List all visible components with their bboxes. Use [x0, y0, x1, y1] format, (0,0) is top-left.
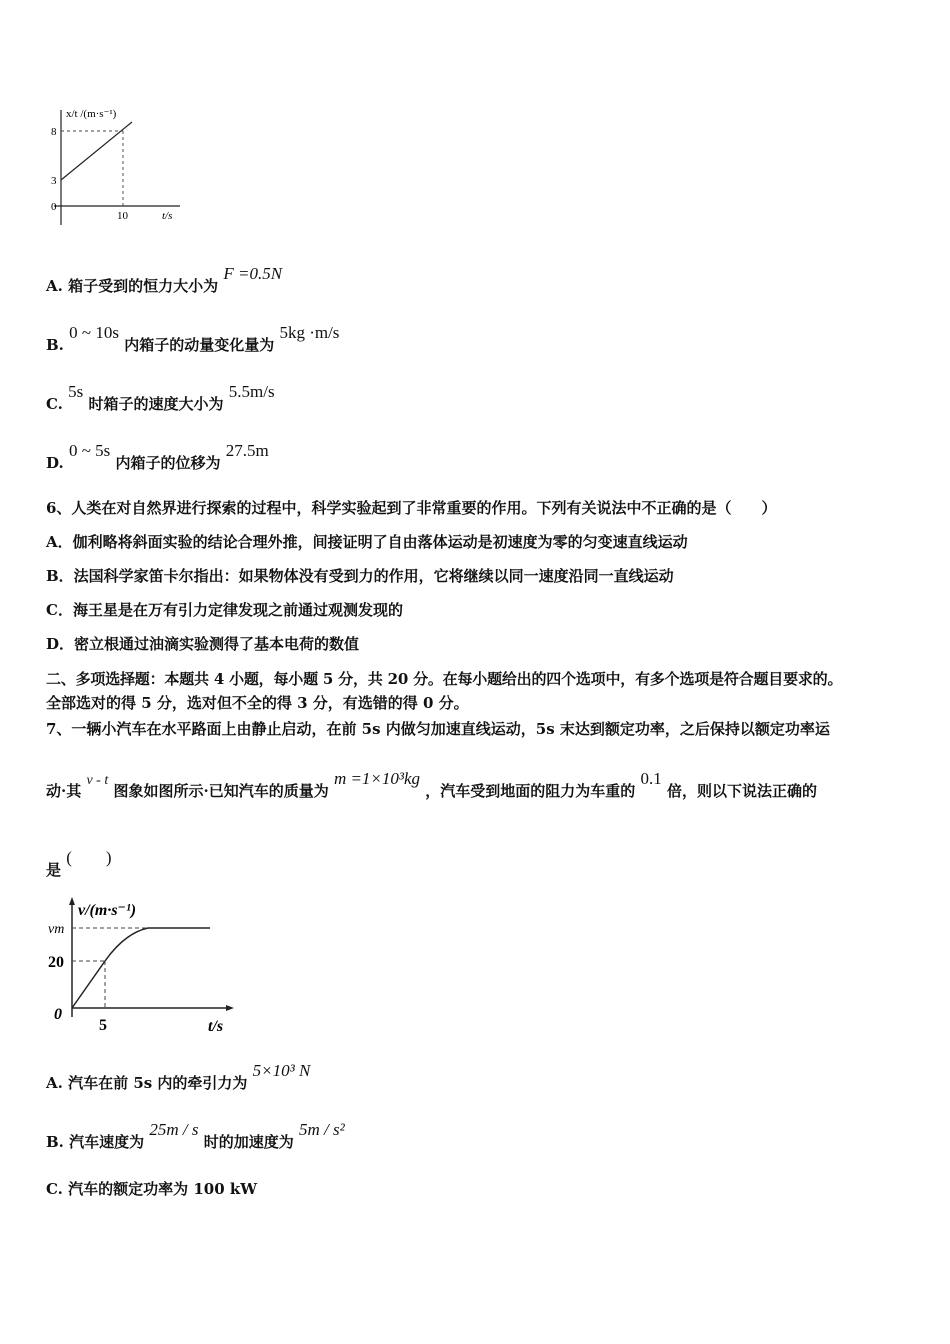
- tick-x-5: 5: [99, 1017, 107, 1034]
- y-axis-label: v/(m·s⁻¹): [78, 902, 137, 919]
- tick-y-0: 0: [54, 1006, 62, 1023]
- tick-y-vm: vm: [48, 922, 65, 937]
- q7-option-a: A. 汽车在前 5s 内的牵引力为 5×10³ N: [46, 1061, 311, 1092]
- q7-line3: 是 ( ): [46, 848, 112, 879]
- q7-option-b: B. 汽车速度为 25m / s 时的加速度为 5m / s²: [46, 1120, 345, 1151]
- q6-option-b: B．法国科学家笛卡尔指出：如果物体没有受到力的作用，它将继续以同一速度沿同一直线运动: [46, 567, 674, 585]
- y-axis-label: x/t /(m·s⁻¹): [66, 108, 117, 120]
- graph-v-t: [40, 895, 240, 1040]
- section2-line2: 全部选对的得 5 分，选对但不全的得 3 分，有选错的得 0 分。: [46, 694, 469, 712]
- tick-y-0: 0: [51, 201, 57, 213]
- tick-x-10: 10: [117, 210, 128, 222]
- graph-x-over-t: [40, 100, 190, 230]
- x-axis-label: t/s: [162, 210, 173, 222]
- tick-y-20: 20: [48, 954, 64, 971]
- q7-option-c: C. 汽车的额定功率为 100 kW: [46, 1180, 258, 1198]
- q5-option-c: C. 5s 时箱子的速度大小为 5.5m/s: [46, 382, 275, 413]
- q7-line2: 动·其 v - t 图象如图所示·已知汽车的质量为 m =1×10³kg ，汽车受到地面的阻力为车重的 0.1 倍，则以下说法正确的: [46, 769, 818, 800]
- q6-option-a: A．伽利略将斜面实验的结论合理外推，间接证明了自由落体运动是初速度为零的匀变速直线运动: [46, 533, 688, 551]
- x-axis-label: t/s: [208, 1018, 224, 1035]
- q6-option-d: D．密立根通过油滴实验测得了基本电荷的数值: [46, 635, 360, 653]
- q6-option-c: C．海王星是在万有引力定律发现之前通过观测发现的: [46, 601, 403, 619]
- q5-option-d: D. 0 ~ 5s 内箱子的位移为 27.5m: [46, 441, 269, 472]
- q5-option-a: A. 箱子受到的恒力大小为 F =0.5N: [46, 264, 283, 295]
- tick-y-8: 8: [51, 126, 57, 138]
- tick-y-3: 3: [51, 175, 57, 187]
- q7-line1: 7、一辆小汽车在水平路面上由静止启动，在前 5s 内做匀加速直线运动，5s 末达到额定功率，之后保持以额定功率运: [46, 720, 830, 738]
- q5-option-b: B. 0 ~ 10s 内箱子的动量变化量为 5kg ·m/s: [46, 323, 340, 354]
- q6-stem: 6、人类在对自然界进行探索的过程中，科学实验起到了非常重要的作用。下列有关说法中不正确的是（ ）: [46, 499, 777, 517]
- section2-line1: 二、多项选择题：本题共 4 小题，每小题 5 分，共 20 分。在每小题给出的四个选项中，有多个选项是符合题目要求的。: [46, 670, 843, 688]
